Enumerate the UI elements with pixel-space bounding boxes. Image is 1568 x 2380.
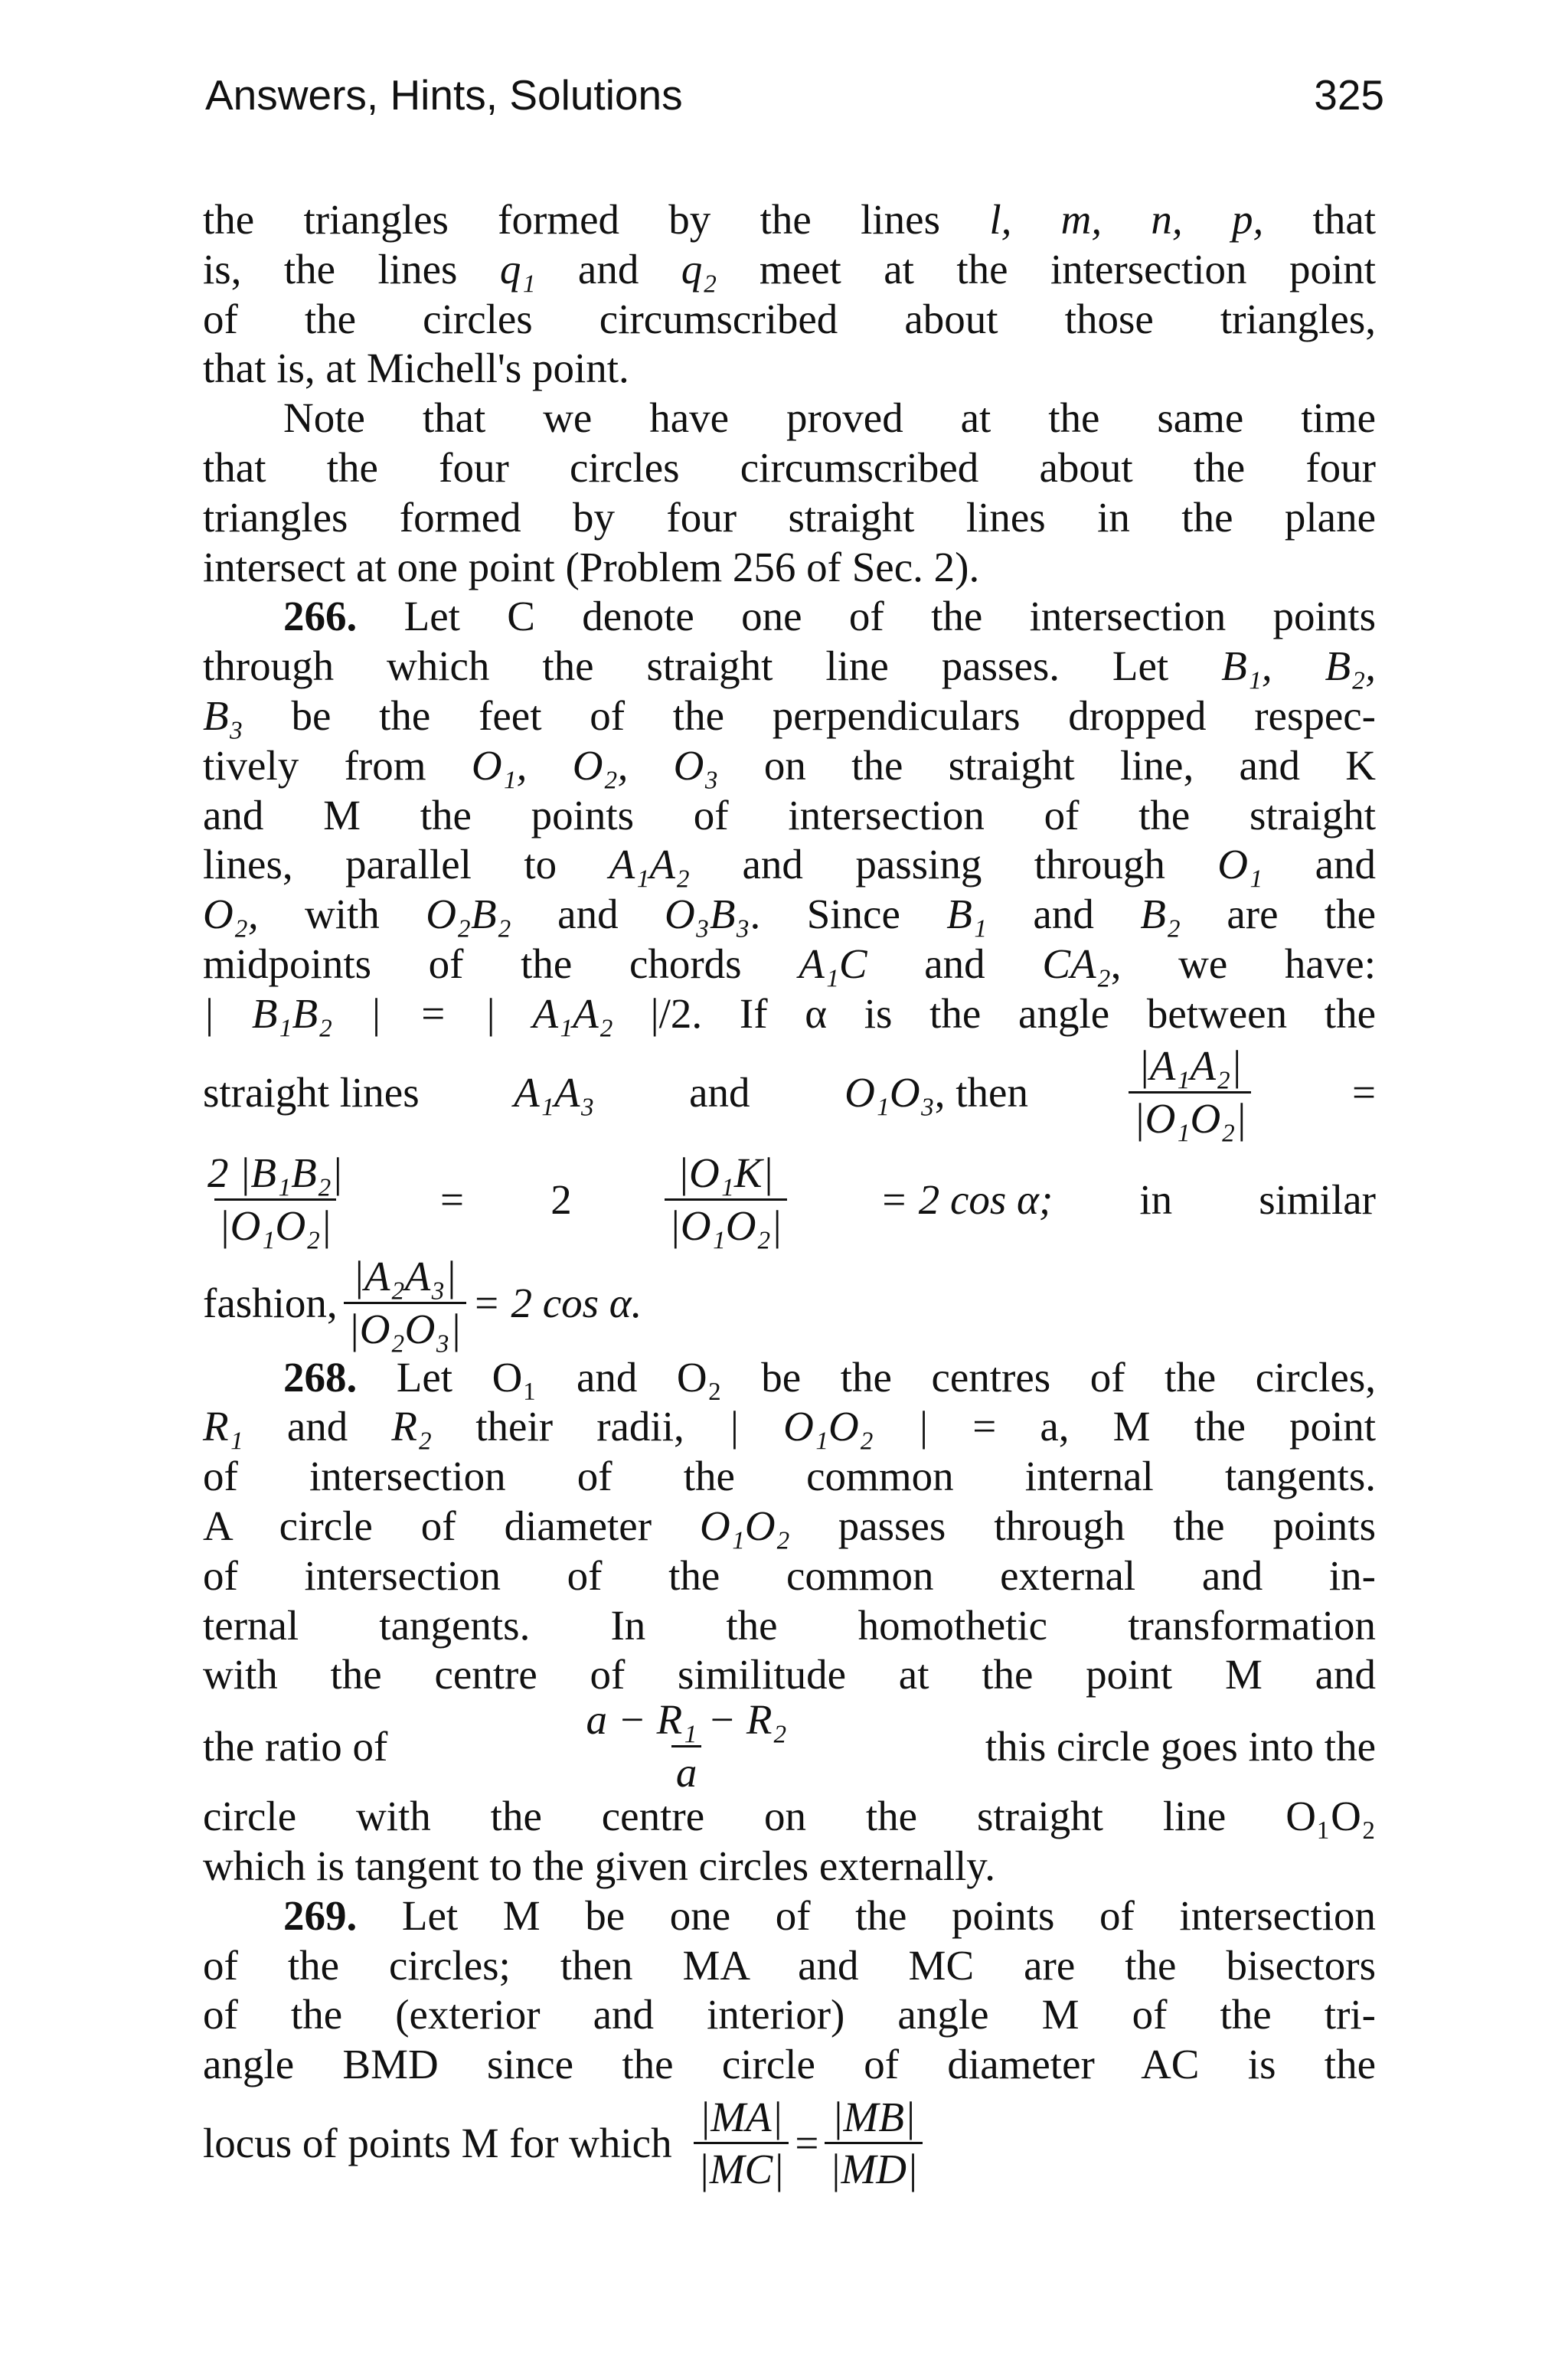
- text-line: of intersection of the common external and in-: [203, 1551, 1376, 1599]
- text-line: with the centre of similitude at the point M and: [203, 1651, 1376, 1698]
- problem-number: 269.: [283, 1891, 358, 1939]
- formula-line: $\frac{\text{2 |B₁B₂|}}{\text{|O₁O₂|}}$ = 2 $\frac{\text{|O₁K|}}{\text{|O₁O₂|}}$ = 2 cos α; in similar: [203, 1146, 1376, 1254]
- text-line: of intersection of the common internal tangents.: [203, 1453, 1376, 1500]
- text-line: ternal tangents. In the homothetic transformation: [203, 1601, 1376, 1649]
- text-line: 269. Let M be one of the points of intersection: [283, 1891, 1377, 1939]
- text-line: lines, parallel to A₁A₂ and passing through O₁ and: [203, 841, 1376, 888]
- text-line: that the four circles circumscribed about the four: [203, 443, 1376, 491]
- text-line: and M the points of intersection of the straight: [203, 791, 1376, 839]
- text-line: of the (exterior and interior) angle M of the tri-: [203, 1991, 1376, 2038]
- text-line: midpoints of the chords A₁C and CA₂, we have:: [203, 940, 1376, 987]
- text-line: | B₁B₂ | = | A₁A₂ |/2. If α is the angle between the: [203, 989, 1376, 1037]
- formula-line: straight lines A₁A₃ and O₁O₃, then $\frac{\text{|A₁A₂|}}{\text{|O₁O₂|}}$ =: [203, 1042, 1376, 1143]
- running-header: [205, 70, 1384, 139]
- text-line: Note that we have proved at the same time: [283, 394, 1376, 442]
- formula-line: the ratio of $\frac{\text{a − R₁ − R₂}}{a}$ this circle goes into the: [203, 1695, 1376, 1796]
- text-line: intersect at one point (Problem 256 of Sec. 2).: [203, 543, 980, 590]
- text-line: 266. Let C denote one of the intersection points: [283, 593, 1376, 640]
- text-line: through which the straight line passes. Let B₁, B₂,: [203, 642, 1376, 690]
- fraction: $\frac{|MB|}{|MD|}$: [825, 2095, 923, 2192]
- text-line: tively from O₁, O₂, O₃ on the straight line, and K: [203, 741, 1376, 789]
- text-body: [203, 195, 1376, 2197]
- fraction: $\frac{\text{|A₁A₂|}}{\text{|O₁O₂|}}$: [1129, 1044, 1251, 1141]
- formula-line: locus of points M for which $\frac{|MA|}{|MC|}$ = $\frac{|MB|}{|MD|}$: [203, 2090, 1376, 2197]
- text-line: triangles formed by four straight lines in the plane: [203, 493, 1376, 541]
- text-line: is, the lines q₁ and q₂ meet at the intersection point: [203, 245, 1377, 293]
- text-line: which is tangent to the given circles externally.: [203, 1842, 995, 1889]
- text-line: B₃ be the feet of the perpendiculars dropped respec-: [203, 691, 1376, 739]
- text-line: of the circles; then MA and MC are the bisectors: [203, 1941, 1376, 1989]
- running-title: Answers, Hints, Solutions: [205, 71, 683, 119]
- formula-line: fashion, $\frac{\text{|A₂A₃|}}{\text{|O₂O₃|}}$ = 2 cos α.: [203, 1253, 642, 1353]
- text-line: circle with the centre on the straight line O₁O₂: [203, 1793, 1376, 1840]
- text-line: 268. Let O₁ and O₂ be the centres of the circles,: [283, 1353, 1376, 1401]
- fraction: $\frac{\text{2 |B₁B₂|}}{\text{|O₁O₂|}}$: [207, 1149, 343, 1250]
- fraction: $\frac{\text{a − R₁ − R₂}}{a}$: [586, 1695, 787, 1796]
- text-line: O₂, with O₂B₂ and O₃B₃. Since B₁ and B₂ are the: [203, 891, 1377, 938]
- problem-number: 268.: [283, 1353, 358, 1401]
- fraction: $\frac{|MA|}{|MC|}$: [694, 2095, 789, 2192]
- text-line: of the circles circumscribed about those triangles,: [203, 295, 1376, 342]
- text-line: angle BMD since the circle of diameter AC is the: [203, 2041, 1376, 2088]
- page-number: 325: [1314, 71, 1384, 119]
- text-line: R₁ and R₂ their radii, | O₁O₂ | = a, M the point: [203, 1403, 1377, 1450]
- text-line: the triangles formed by the lines l, m, n, p, that: [203, 196, 1377, 243]
- text-line: that is, at Michell's point.: [203, 345, 629, 392]
- text-line: A circle of diameter O₁O₂ passes through the points: [203, 1502, 1376, 1549]
- fraction: $\frac{\text{|A₂A₃|}}{\text{|O₂O₃|}}$: [344, 1254, 466, 1352]
- fraction: $\frac{\text{|O₁K|}}{\text{|O₁O₂|}}$: [665, 1151, 787, 1248]
- problem-number: 266.: [283, 593, 358, 640]
